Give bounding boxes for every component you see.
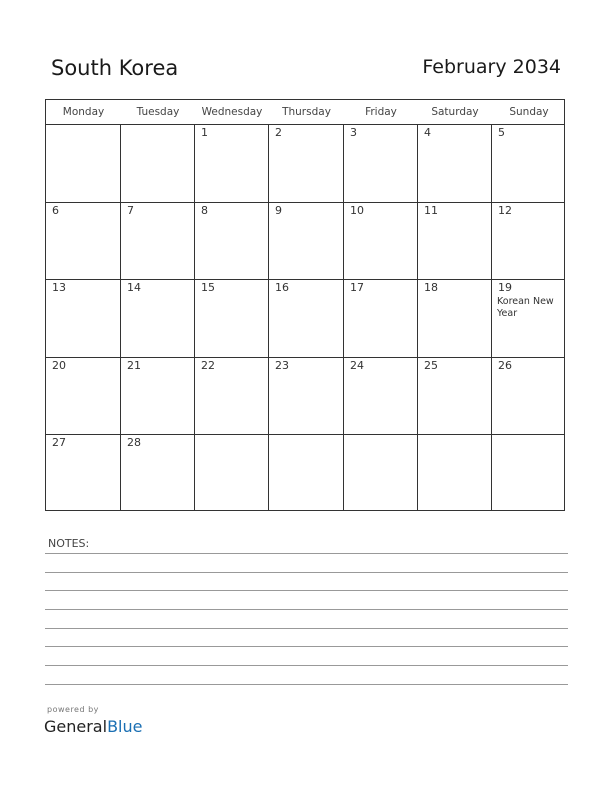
column-divider bbox=[120, 124, 121, 510]
notes-line bbox=[45, 684, 568, 685]
country-title: South Korea bbox=[51, 56, 179, 80]
month-year-title: February 2034 bbox=[422, 56, 561, 78]
notes-label: NOTES: bbox=[48, 537, 90, 550]
row-divider bbox=[46, 434, 564, 435]
day-number: 17 bbox=[350, 281, 364, 295]
day-number: 8 bbox=[201, 203, 208, 217]
weekday-tuesday: Tuesday bbox=[136, 106, 180, 118]
row-divider bbox=[46, 357, 564, 358]
day-number: 3 bbox=[350, 126, 357, 139]
weekday-monday: Monday bbox=[62, 106, 105, 118]
notes-line bbox=[45, 665, 568, 666]
day-number: 9 bbox=[275, 203, 282, 217]
day-number: 1 bbox=[201, 126, 208, 139]
column-divider bbox=[491, 124, 492, 510]
day-number: 14 bbox=[127, 281, 141, 295]
day-number: 28 bbox=[127, 436, 141, 450]
day-number: 21 bbox=[127, 358, 141, 372]
column-divider bbox=[343, 124, 344, 510]
calendar-grid bbox=[45, 99, 565, 511]
notes-line bbox=[45, 590, 568, 591]
brand-blue: Blue bbox=[107, 717, 143, 736]
day-number: 13 bbox=[52, 281, 66, 295]
day-number: 4 bbox=[424, 126, 431, 139]
notes-line bbox=[45, 572, 568, 573]
notes-line bbox=[45, 628, 568, 629]
day-number: 10 bbox=[350, 203, 364, 217]
day-number: 12 bbox=[498, 203, 512, 217]
weekday-sunday: Sunday bbox=[509, 106, 549, 118]
day-number: 20 bbox=[52, 358, 66, 372]
day-number: 25 bbox=[424, 358, 438, 372]
notes-line bbox=[45, 646, 568, 647]
notes-line bbox=[45, 609, 568, 610]
day-number: 15 bbox=[201, 281, 215, 295]
column-divider bbox=[194, 124, 195, 510]
row-divider bbox=[46, 279, 564, 280]
day-number: 22 bbox=[201, 358, 215, 372]
day-number: 19 bbox=[498, 281, 512, 295]
weekday-friday: Friday bbox=[365, 106, 397, 118]
day-number: 26 bbox=[498, 358, 512, 372]
generalblue-logo bbox=[44, 717, 142, 736]
day-number: 6 bbox=[52, 203, 59, 217]
column-divider bbox=[417, 124, 418, 510]
day-number: 11 bbox=[424, 203, 438, 217]
weekday-saturday: Saturday bbox=[431, 106, 479, 118]
row-divider bbox=[46, 202, 564, 203]
day-number: 7 bbox=[127, 203, 134, 217]
weekday-thursday: Thursday bbox=[282, 106, 331, 118]
day-number: 24 bbox=[350, 358, 364, 372]
weekday-wednesday: Wednesday bbox=[201, 106, 263, 118]
notes-line bbox=[45, 553, 568, 554]
day-number: 16 bbox=[275, 281, 289, 295]
day-number: 23 bbox=[275, 358, 289, 372]
brand-general: General bbox=[44, 717, 108, 736]
day-number: 18 bbox=[424, 281, 438, 295]
day-number: 2 bbox=[275, 126, 282, 139]
powered-by-text: powered by bbox=[47, 705, 99, 714]
holiday-label: Korean New Year bbox=[497, 296, 554, 320]
column-divider bbox=[268, 124, 269, 510]
weekday-header-row bbox=[46, 100, 564, 125]
day-number: 27 bbox=[52, 436, 66, 450]
day-number: 5 bbox=[498, 126, 505, 139]
